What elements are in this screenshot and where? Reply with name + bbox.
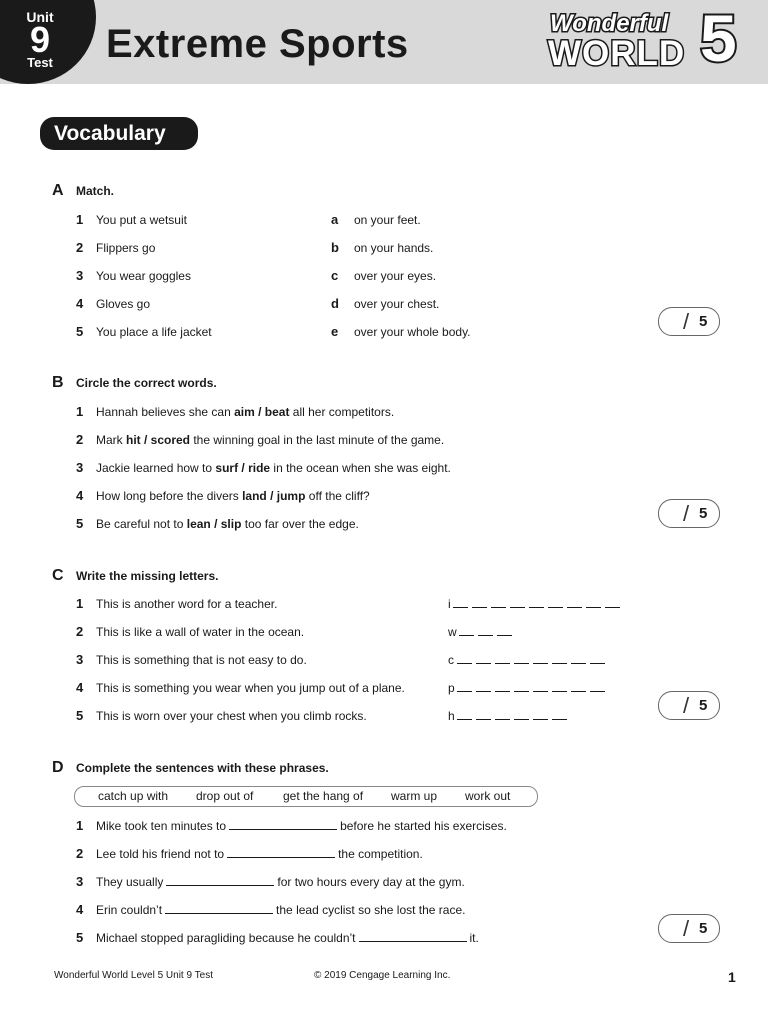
sentence-end: it. [469, 931, 479, 945]
match-option-text: over your whole body. [354, 325, 471, 339]
item-number: 4 [76, 488, 84, 503]
score-total: 5 [699, 697, 708, 714]
letter-blank [457, 681, 472, 692]
circle-sentence [96, 517, 359, 531]
sentence-end: the winning goal in the last minute of the game. [190, 433, 445, 447]
sentence-end: for two hours every day at the gym. [277, 875, 465, 889]
item-number: 3 [76, 652, 84, 667]
item-number: 3 [76, 874, 84, 889]
match-option-letter: c [331, 268, 339, 283]
clue-text: This is something that is not easy to do. [96, 653, 307, 667]
answer-blank [166, 875, 274, 886]
first-letter: c [448, 653, 455, 667]
item-number: 2 [76, 240, 84, 255]
match-option-letter: e [331, 324, 339, 339]
unit-label [22, 10, 58, 69]
item-number: 5 [76, 516, 84, 531]
section-c-letter: C [52, 567, 64, 584]
clue-text: This is another word for a teacher. [96, 597, 278, 611]
match-item-text: Flippers go [96, 241, 156, 255]
letter-blanks [448, 597, 622, 611]
section-a-letter: A [52, 182, 64, 199]
page-header [0, 0, 768, 84]
letter-blank [476, 709, 491, 720]
match-option-text: on your feet. [354, 213, 421, 227]
answer-blank [229, 819, 337, 830]
match-option-text: over your eyes. [354, 269, 437, 283]
item-number: 5 [76, 708, 84, 723]
sentence-start: How long before the divers [96, 489, 243, 503]
sentence-start: Michael stopped paragliding because he couldn’t [96, 931, 356, 945]
item-number: 4 [76, 680, 84, 695]
clue-text: This is worn over your chest when you climb rocks. [96, 709, 367, 723]
match-option-letter: a [331, 212, 339, 227]
item-number: 1 [76, 818, 84, 833]
letter-blank [552, 681, 567, 692]
sentence-start: Lee told his friend not to [96, 847, 225, 861]
letter-blank [495, 681, 510, 692]
match-option-letter: b [331, 240, 339, 255]
match-item-text: You wear goggles [96, 269, 191, 283]
item-number: 4 [76, 902, 84, 917]
letter-blank [590, 681, 605, 692]
vocabulary-heading: Vocabulary [40, 117, 198, 150]
letter-blank [478, 625, 493, 636]
clue-text: This is like a wall of water in the ocean. [96, 625, 305, 639]
answer-blank [359, 931, 467, 942]
unit-number: 9 [29, 19, 51, 60]
sentence-start: They usually [96, 875, 164, 889]
circle-sentence [96, 489, 370, 503]
section-c-instruction: Write the missing letters. [76, 569, 219, 583]
logo-level-number: 5 [700, 1, 737, 75]
match-item-text: You place a life jacket [96, 325, 212, 339]
letter-blank [586, 597, 601, 608]
wonderful-world-logo: Wonderful WORLD [548, 10, 686, 73]
letter-blank [491, 597, 506, 608]
letter-blank [457, 653, 472, 664]
sentence-start: Mike took ten minutes to [96, 819, 227, 833]
sentence-end: before he started his exercises. [340, 819, 507, 833]
score-total: 5 [699, 505, 708, 522]
word-choice: surf / ride [215, 461, 271, 475]
item-number: 5 [76, 930, 84, 945]
letter-blank [476, 681, 491, 692]
page-title: Extreme Sports [106, 22, 409, 66]
item-number: 3 [76, 268, 84, 283]
match-option-letter: d [331, 296, 339, 311]
letter-blanks [448, 625, 514, 639]
answer-blank [227, 847, 335, 858]
item-number: 2 [76, 846, 84, 861]
section-c-score-box: / 5 [658, 691, 720, 720]
unit-word: Unit [26, 9, 54, 25]
sentence-start: Jackie learned how to [96, 461, 216, 475]
letter-blanks [448, 709, 569, 723]
first-letter: p [448, 681, 456, 695]
sentence-start: Be careful not to [96, 517, 187, 531]
score-total: 5 [699, 313, 708, 330]
clue-text: This is something you wear when you jump out of a plane. [96, 681, 405, 695]
sentence-end: the lead cyclist so she lost the race. [276, 903, 466, 917]
item-number: 5 [76, 324, 84, 339]
item-number: 3 [76, 460, 84, 475]
match-item-text: You put a wetsuit [96, 213, 187, 227]
letter-blank [552, 709, 567, 720]
letter-blank [567, 597, 582, 608]
sentence-start: Mark [96, 433, 126, 447]
letter-blank [529, 597, 544, 608]
first-letter: w [448, 625, 458, 639]
sentence-end: in the ocean when she was eight. [270, 461, 451, 475]
letter-blanks [448, 653, 607, 667]
gap-fill-sentence [96, 903, 465, 917]
letter-blank [605, 597, 620, 608]
phrase-item: work out [465, 789, 511, 803]
score-total: 5 [699, 920, 708, 937]
word-choice: hit / scored [126, 433, 191, 447]
item-number: 1 [76, 404, 84, 419]
match-option-text: over your chest. [354, 297, 440, 311]
phrase-item: catch up with [98, 789, 169, 803]
phrase-item: get the hang of [283, 789, 364, 803]
letter-blank [514, 709, 529, 720]
letter-blank [514, 681, 529, 692]
sentence-start: Hannah believes she can [96, 405, 235, 419]
circle-sentence [96, 461, 451, 475]
circle-sentence [96, 405, 394, 419]
letter-blank [571, 653, 586, 664]
footer-left: Wonderful World Level 5 Unit 9 Test [54, 970, 213, 981]
item-number: 2 [76, 624, 84, 639]
gap-fill-sentence [96, 819, 507, 833]
page-number: 1 [728, 969, 736, 985]
letter-blank [552, 653, 567, 664]
match-option-text: on your hands. [354, 241, 434, 255]
letter-blanks [448, 681, 607, 695]
letter-blank [590, 653, 605, 664]
letter-blank [476, 653, 491, 664]
word-choice: aim / beat [234, 405, 290, 419]
letter-blank [533, 653, 548, 664]
section-b-instruction: Circle the correct words. [76, 376, 217, 390]
section-b-score-box: / 5 [658, 499, 720, 528]
gap-fill-sentence [96, 931, 479, 945]
letter-blank [495, 709, 510, 720]
first-letter: h [448, 709, 456, 723]
first-letter: i [448, 597, 452, 611]
section-d-letter: D [52, 759, 64, 776]
sentence-end: all her competitors. [289, 405, 395, 419]
letter-blank [510, 597, 525, 608]
section-a-score-box: / 5 [658, 307, 720, 336]
word-choice: land / jump [242, 489, 306, 503]
phrase-item: warm up [391, 789, 438, 803]
section-a-instruction: Match. [76, 184, 115, 198]
letter-blank [453, 597, 468, 608]
item-number: 2 [76, 432, 84, 447]
gap-fill-sentence [96, 847, 423, 861]
sentence-end: the competition. [338, 847, 423, 861]
section-b-letter: B [52, 374, 64, 391]
circle-sentence [96, 433, 444, 447]
letter-blank [472, 597, 487, 608]
section-d-instruction: Complete the sentences with these phrases. [76, 761, 329, 775]
item-number: 1 [76, 212, 84, 227]
phrase-item: drop out of [196, 789, 254, 803]
answer-blank [165, 903, 273, 914]
sentence-end: too far over the edge. [241, 517, 359, 531]
section-d-score-box: / 5 [658, 914, 720, 943]
sentence-start: Erin couldn’t [96, 903, 163, 917]
letter-blank [533, 681, 548, 692]
letter-blank [571, 681, 586, 692]
footer-copyright: © 2019 Cengage Learning Inc. [314, 970, 451, 981]
item-number: 1 [76, 596, 84, 611]
sentence-end: off the cliff? [305, 489, 370, 503]
unit-test-label: Test [27, 55, 53, 70]
letter-blank [459, 625, 474, 636]
letter-blank [495, 653, 510, 664]
letter-blank [548, 597, 563, 608]
letter-blank [514, 653, 529, 664]
match-item-text: Gloves go [96, 297, 151, 311]
phrase-box [74, 786, 538, 807]
letter-blank [457, 709, 472, 720]
letter-blank [533, 709, 548, 720]
item-number: 4 [76, 296, 84, 311]
gap-fill-sentence [96, 875, 465, 889]
letter-blank [497, 625, 512, 636]
word-choice: lean / slip [186, 517, 242, 531]
